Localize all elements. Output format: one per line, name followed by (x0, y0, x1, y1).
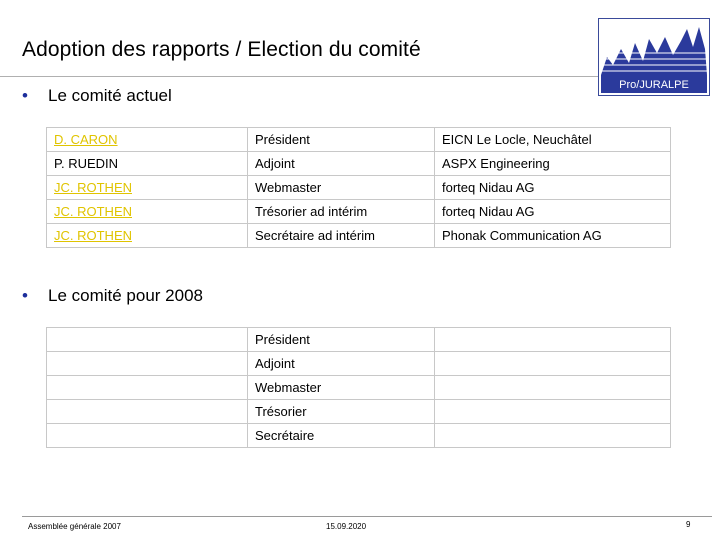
table-row (47, 352, 671, 376)
member-name-cell (47, 424, 248, 448)
member-organization: EICN Le Locle, Neuchâtel (442, 132, 592, 147)
member-name-cell (47, 376, 248, 400)
logo-text: Pro/JURALPE (619, 79, 689, 91)
member-role-cell (248, 424, 435, 448)
footer-date: 15.09.2020 (326, 522, 367, 531)
member-role-cell (248, 328, 435, 352)
member-organization-cell (435, 176, 671, 200)
title-divider (0, 76, 600, 77)
member-role-cell (248, 200, 435, 224)
member-name-cell (47, 328, 248, 352)
mountain-logo-icon (599, 19, 709, 95)
member-name[interactable]: D. CARON (54, 132, 118, 147)
member-role: Président (255, 132, 310, 147)
bullet-icon: • (22, 286, 28, 305)
page-number: 9 (686, 520, 691, 529)
member-name-cell (47, 400, 248, 424)
member-organization-cell (435, 376, 671, 400)
member-role-cell (248, 376, 435, 400)
member-organization-cell (435, 352, 671, 376)
member-role-cell (248, 400, 435, 424)
member-name-cell (47, 128, 248, 152)
logo (598, 18, 710, 96)
member-name[interactable]: JC. ROTHEN (54, 204, 132, 219)
member-role: Webmaster (255, 180, 322, 195)
table-row (47, 224, 671, 248)
footer-divider (22, 516, 712, 517)
member-organization-cell (435, 424, 671, 448)
member-organization-cell (435, 128, 671, 152)
member-name-cell (47, 176, 248, 200)
bullet-committee-2008 (22, 286, 203, 306)
table-row (47, 200, 671, 224)
member-role-cell (248, 152, 435, 176)
member-role: Trésorier (255, 404, 307, 419)
member-name-cell (47, 224, 248, 248)
footer-event: Assemblée générale 2007 (28, 522, 121, 531)
member-organization-cell (435, 328, 671, 352)
table-row (47, 328, 671, 352)
table-row (47, 400, 671, 424)
member-role: Secrétaire ad intérim (255, 228, 375, 243)
table-row (47, 176, 671, 200)
member-organization: forteq Nidau AG (442, 204, 535, 219)
member-organization-cell (435, 200, 671, 224)
bullet-current-committee (22, 86, 172, 106)
table-row (47, 152, 671, 176)
member-name-cell (47, 352, 248, 376)
member-role: Président (255, 332, 310, 347)
member-name[interactable]: JC. ROTHEN (54, 180, 132, 195)
member-role-cell (248, 176, 435, 200)
member-role: Adjoint (255, 356, 295, 371)
table-row (47, 128, 671, 152)
member-role: Adjoint (255, 156, 295, 171)
member-role: Trésorier ad intérim (255, 204, 368, 219)
member-name: P. RUEDIN (54, 156, 119, 171)
current-committee-table (46, 127, 671, 248)
current-committee-heading: Le comité actuel (48, 86, 172, 105)
member-name[interactable]: JC. ROTHEN (54, 228, 132, 243)
committee-2008-heading: Le comité pour 2008 (48, 286, 203, 305)
bullet-icon: • (22, 86, 28, 105)
member-role: Secrétaire (255, 428, 315, 443)
member-organization: ASPX Engineering (442, 156, 550, 171)
member-organization: forteq Nidau AG (442, 180, 535, 195)
member-name-cell (47, 152, 248, 176)
member-organization-cell (435, 224, 671, 248)
member-name-cell (47, 200, 248, 224)
member-organization-cell (435, 400, 671, 424)
member-role-cell (248, 224, 435, 248)
member-role-cell (248, 352, 435, 376)
member-role-cell (248, 128, 435, 152)
member-organization-cell (435, 152, 671, 176)
table-row (47, 376, 671, 400)
table-row (47, 424, 671, 448)
member-role: Webmaster (255, 380, 322, 395)
committee-2008-table (46, 327, 671, 448)
page-title: Adoption des rapports / Election du comité (22, 38, 421, 61)
member-organization: Phonak Communication AG (442, 228, 602, 243)
